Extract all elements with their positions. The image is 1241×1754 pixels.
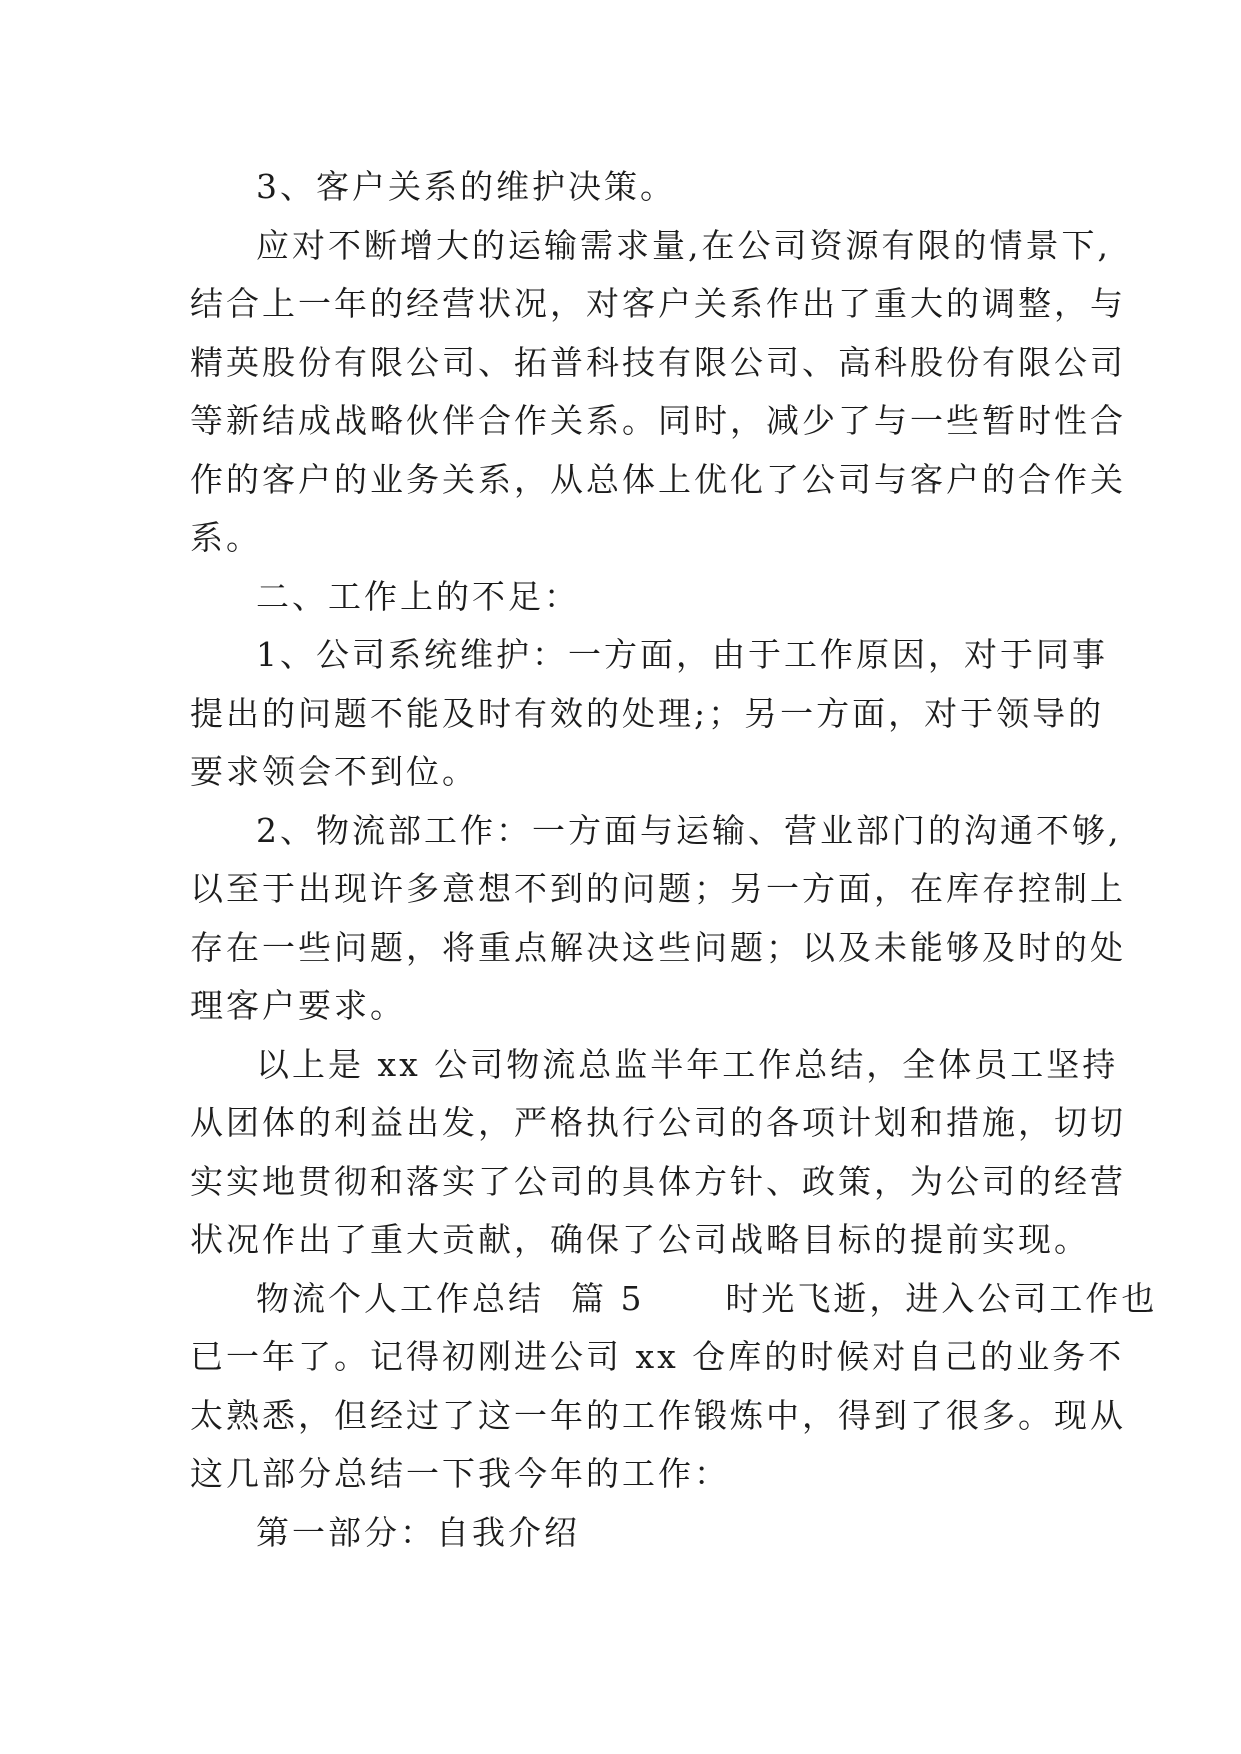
- document-body: [190, 158, 1158, 1562]
- text-line: 从团体的利益出发，严格执行公司的各项计划和措施，切切: [190, 1103, 1126, 1142]
- section-heading: 二、工作上的不足：: [256, 576, 580, 616]
- text-line: 系。: [190, 518, 262, 557]
- text-line: 1、公司系统维护：一方面，由于工作原因，对于同事: [256, 635, 1108, 674]
- text-line: 状况作出了重大贡献，确保了公司战略目标的提前实现。: [190, 1220, 1090, 1259]
- text-line: 以至于出现许多意想不到的问题；另一方面，在库存控制上: [190, 869, 1126, 908]
- text-line: 要求领会不到位。: [190, 752, 478, 791]
- text-line: 精英股份有限公司、拓普科技有限公司、高科股份有限公司: [190, 342, 1126, 382]
- text-line: 提出的问题不能及时有效的处理;；另一方面，对于领导的: [190, 693, 1105, 733]
- article-heading-line: 物流个人工作总结 篇 5 时光飞逝，进入公司工作也: [256, 1278, 1158, 1318]
- text-line: 3、客户关系的维护决策。: [256, 167, 676, 206]
- text-line: 存在一些问题，将重点解决这些问题；以及未能够及时的处: [190, 927, 1126, 967]
- text-line: 2、物流部工作：一方面与运输、营业部门的沟通不够,: [256, 810, 1122, 850]
- text-line: 作的客户的业务关系，从总体上优化了公司与客户的合作关: [190, 459, 1126, 499]
- text-line: 以上是 xx 公司物流总监半年工作总结，全体员工坚持: [256, 1044, 1119, 1084]
- text-line: 理客户要求。: [190, 986, 406, 1025]
- text-line: 实实地贯彻和落实了公司的具体方针、政策，为公司的经营: [190, 1161, 1126, 1201]
- text-line: 结合上一年的经营状况，对客户关系作出了重大的调整，与: [190, 284, 1126, 323]
- text-line: 应对不断增大的运输需求量,在公司资源有限的情景下,: [256, 225, 1111, 265]
- text-line: 等新结成战略伙伴合作关系。同时，减少了与一些暂时性合: [190, 401, 1126, 440]
- section-heading: 第一部分：自我介绍: [256, 1512, 580, 1552]
- text-line: 这几部分总结一下我今年的工作：: [190, 1454, 730, 1493]
- text-line: 已一年了。记得初刚进公司 xx 仓库的时候对自己的业务不: [190, 1337, 1125, 1376]
- text-line: 太熟悉，但经过了这一年的工作锻炼中，得到了很多。现从: [190, 1395, 1126, 1435]
